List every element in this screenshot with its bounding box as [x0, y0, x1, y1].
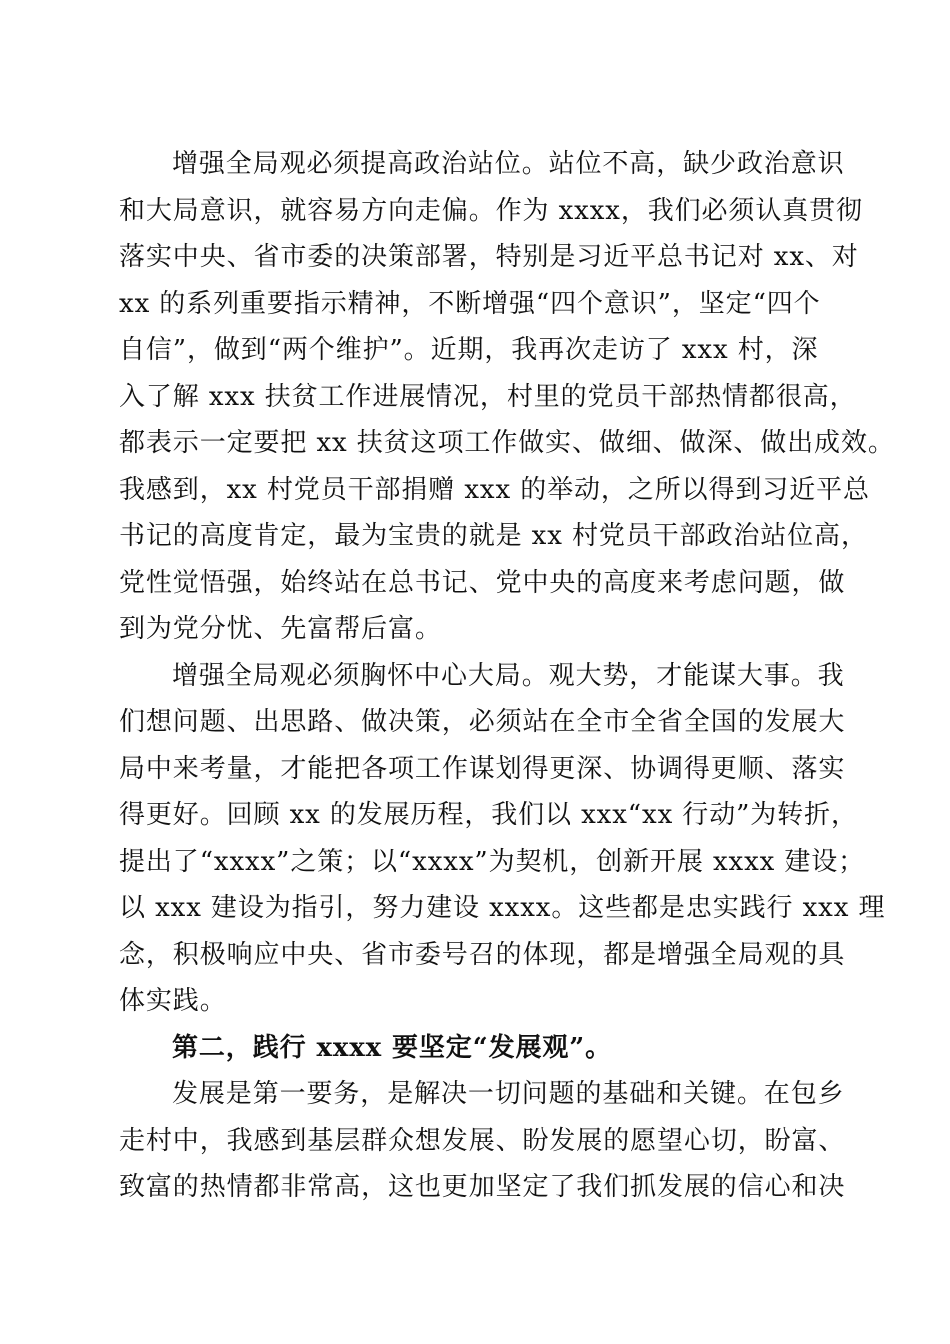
text-line-4: xx 的系列重要指示精神，不断增强“四个意识”，坚定“四个: [119, 288, 821, 319]
text-line-23: 致富的热情都非常高，这也更加坚定了我们抓发展的信心和决: [119, 1172, 846, 1202]
text-line-14: 局中来考量，才能把各项工作谋划得更深、协调得更顺、落实: [119, 753, 846, 784]
text-line-7: 都表示一定要把 xx 扶贫这项工作做实、做细、做深、做出成效。: [119, 428, 895, 458]
text-line-9: 书记的高度肯定，最为宝贵的就是 xx 村党员干部政治站位高，: [119, 521, 868, 551]
text-line-18: 念，积极响应中央、省市委号召的体现，都是增强全局观的具: [119, 939, 846, 970]
text-line-16: 提出了“xxxx”之策；以“xxxx”为契机，创新开展 xxxx 建设；: [119, 846, 866, 877]
text-line-12: 增强全局观必须胸怀中心大局。观大势，才能谋大事。我: [172, 660, 845, 691]
section-heading: 第二，践行 xxxx 要坚定“发展观”。: [172, 1032, 613, 1063]
text-line-3: 落实中央、省市委的决策部署，特别是习近平总书记对 xx、对: [119, 242, 859, 272]
text-line-13: 们想问题、出思路、做决策，必须站在全市全省全国的发展大: [119, 707, 846, 737]
text-line-17: 以 xxx 建设为指引，努力建设 xxxx。这些都是忠实践行 xxx 理: [119, 893, 886, 923]
text-line-15: 得更好。回顾 xx 的发展历程，我们以 xxx“xx 行动”为转折，: [119, 800, 858, 830]
text-line-8: 我感到，xx 村党员干部捐赠 xxx 的举动，之所以得到习近平总: [119, 474, 870, 505]
text-line-6: 入了解 xxx 扶贫工作进展情况，村里的党员干部热情都很高，: [119, 381, 857, 412]
text-line-2: 和大局意识，就容易方向走偏。作为 xxxx，我们必须认真贯彻: [119, 195, 863, 226]
text-line-22: 走村中，我感到基层群众想发展、盼发展的愿望心切，盼富、: [119, 1125, 846, 1156]
text-line-10: 党性觉悟强，始终站在总书记、党中央的高度来考虑问题，做: [119, 567, 846, 598]
text-line-5: 自信”，做到“两个维护”。近期，我再次走访了 xxx 村，深: [119, 335, 819, 365]
text-line-11: 到为党分忧、先富帮后富。: [119, 614, 442, 644]
text-line-21: 发展是第一要务，是解决一切问题的基础和关键。在包乡: [172, 1079, 845, 1109]
document-body: [119, 141, 895, 1211]
text-line-1: 增强全局观必须提高政治站位。站位不高，缺少政治意识: [172, 149, 845, 179]
text-line-19: 体实践。: [119, 986, 227, 1016]
